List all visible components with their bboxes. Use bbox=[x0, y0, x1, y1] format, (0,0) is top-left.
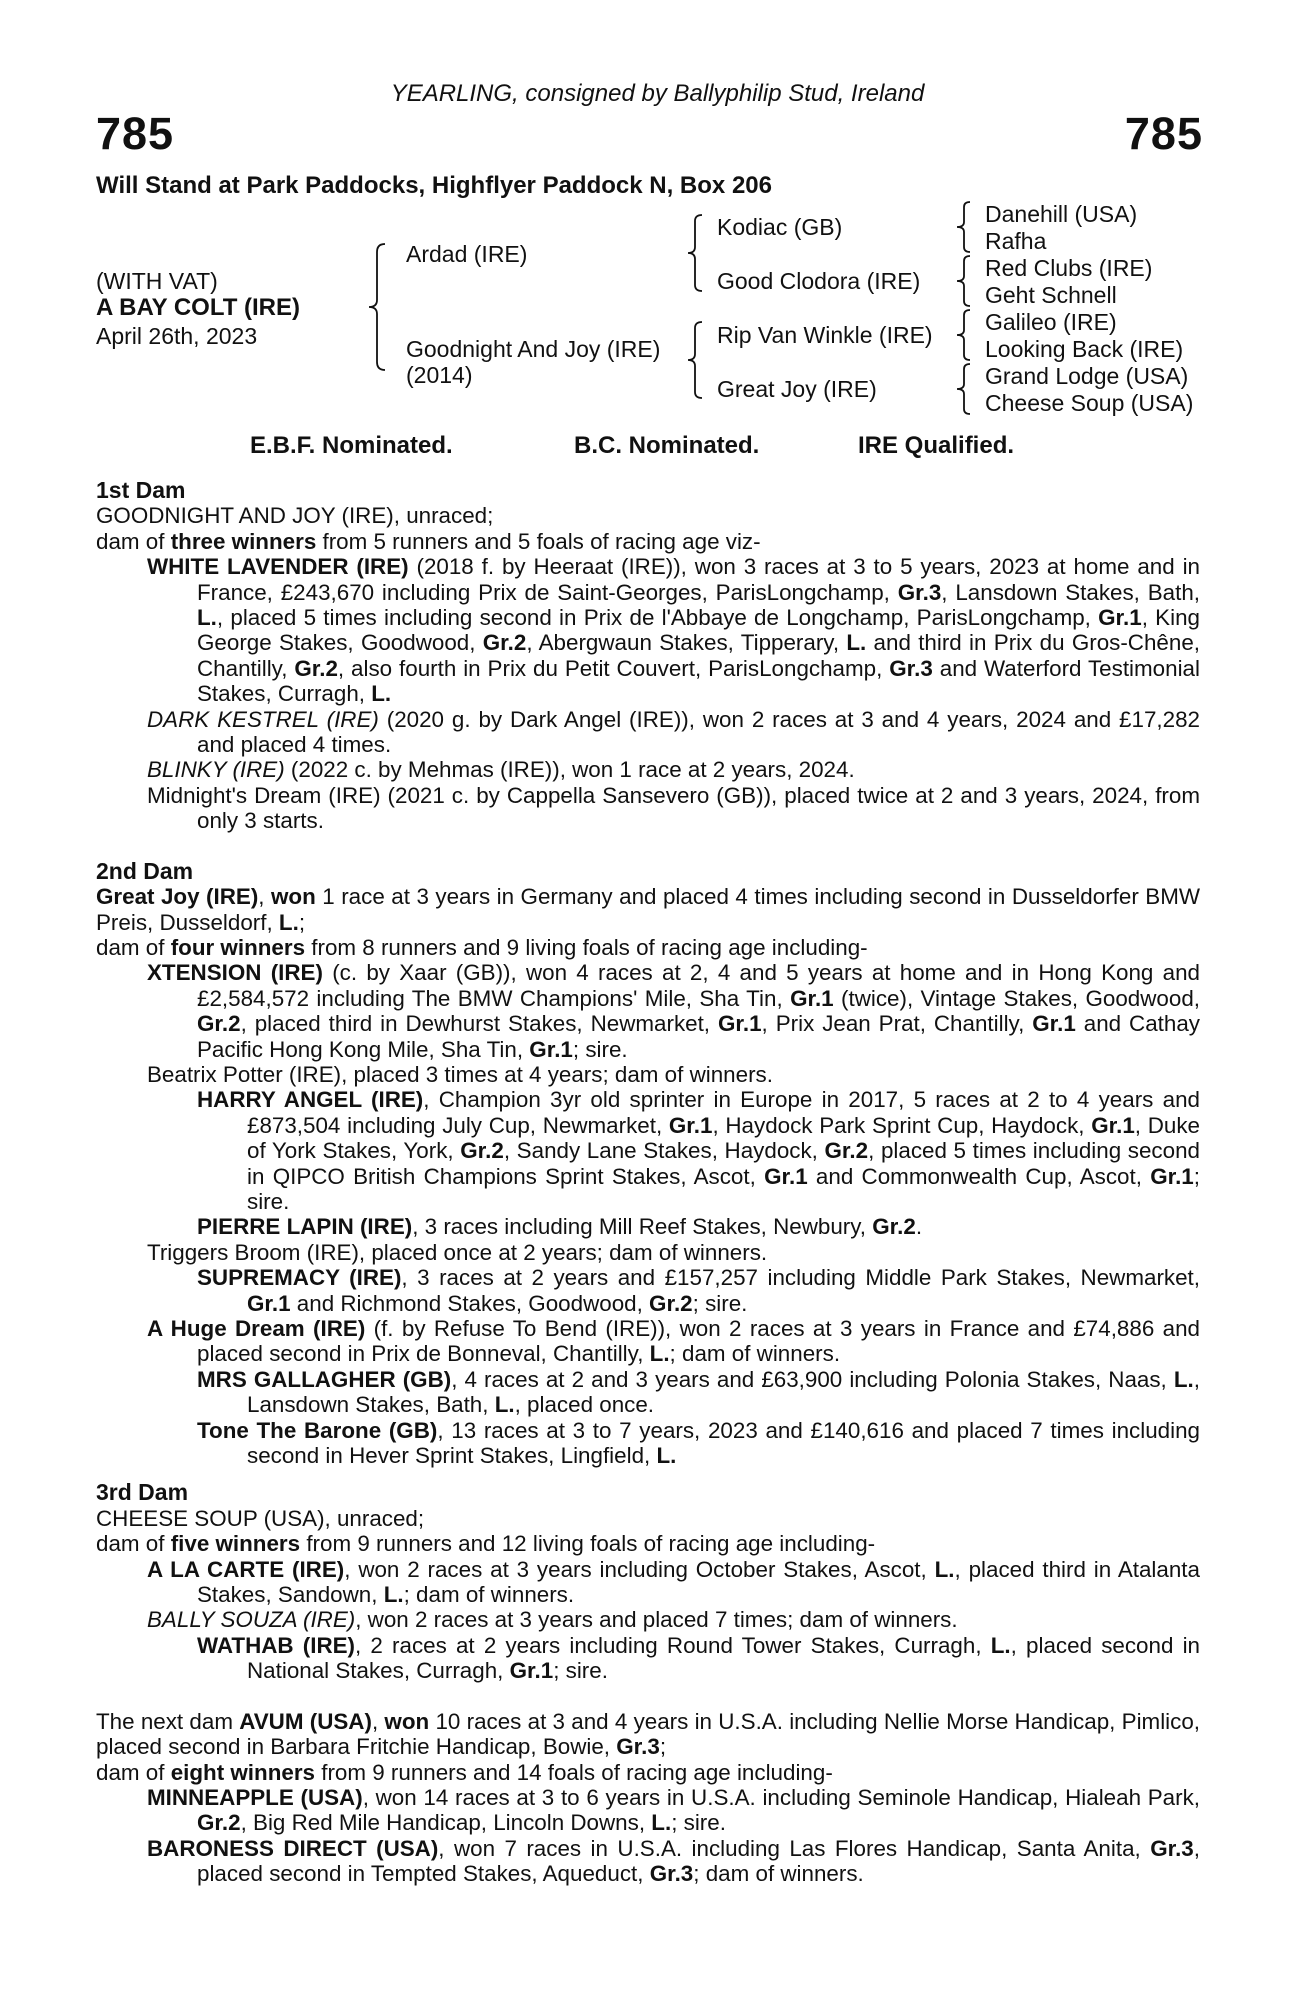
ancestor-7: Grand Lodge (USA) bbox=[985, 363, 1189, 389]
bold-text: SUPREMACY (IRE) bbox=[197, 1265, 402, 1291]
pedigree-entry bbox=[96, 1265, 1200, 1316]
entry-text: ; sire. bbox=[692, 1290, 748, 1316]
entry-text: , bbox=[371, 1708, 385, 1734]
next-dam-section bbox=[96, 1709, 1200, 1887]
bold-text: Great Joy (IRE) bbox=[96, 884, 259, 910]
pedigree-entry bbox=[96, 529, 1200, 554]
pedigree-entry bbox=[96, 554, 1200, 706]
pedigree-entry bbox=[96, 1316, 1200, 1367]
entry-text: CHEESE SOUP (USA), unraced; bbox=[96, 1505, 425, 1531]
g-brace-2 bbox=[954, 254, 974, 308]
entry-text: and third in Prix du Gros-Chêne, Chantilly, bbox=[197, 630, 1200, 681]
pedigree-entry bbox=[96, 757, 1200, 782]
entry-text: , 3 races including Mill Reef Stakes, Newbury, bbox=[412, 1214, 873, 1240]
section-gap bbox=[96, 834, 1200, 859]
lot-number-right: 785 bbox=[1124, 108, 1203, 159]
g-brace-4 bbox=[954, 362, 974, 416]
bold-text: L. bbox=[990, 1632, 1011, 1658]
entry-text: and Commonwealth Cup, Ascot, bbox=[807, 1163, 1151, 1189]
ancestor-6: Looking Back (IRE) bbox=[985, 336, 1184, 362]
bold-text: Gr.3 bbox=[1150, 1835, 1194, 1861]
ire-qualified: IRE Qualified. bbox=[858, 432, 1015, 459]
bold-text: WATHAB (IRE) bbox=[197, 1632, 356, 1658]
pedigree-entry bbox=[96, 1367, 1200, 1418]
vat-note: (WITH VAT) bbox=[96, 268, 218, 294]
entry-text: (c. by Xaar (GB)), won 4 races at 2, 4 and 5 years at home and in Hong Kong and £2,584,572 including The BMW Champions' Mile, Sha Tin, bbox=[197, 960, 1200, 1011]
horse-name: A BAY COLT (IRE) bbox=[96, 294, 301, 321]
bold-text: Gr.1 bbox=[764, 1163, 808, 1189]
entry-text: , placed 5 times including second in QIPCO British Champions Sprint Stakes, Ascot, bbox=[247, 1138, 1200, 1189]
entry-text: (2022 c. by Mehmas (IRE)), won 1 race at 2 years, 2024. bbox=[284, 757, 855, 783]
pedigree-entry bbox=[96, 1240, 1200, 1265]
pedigree-entry bbox=[96, 1557, 1200, 1608]
entry-text: 1 race at 3 years in Germany and placed 4 times including second in Dusseldorfer BMW Preis, Dusseldorf, bbox=[96, 884, 1200, 935]
entry-text: , 3 races at 2 years and £157,257 including Middle Park Stakes, Newmarket, bbox=[401, 1265, 1200, 1291]
pedigree-entry bbox=[96, 884, 1200, 935]
entry-text: 10 races at 3 and 4 years in U.S.A. including Nellie Morse Handicap, Pimlico, placed second in Barbara Fritchie Handicap, Bowie, bbox=[96, 1708, 1201, 1760]
bold-text: L. bbox=[656, 1443, 677, 1469]
bold-text: PIERRE LAPIN (IRE) bbox=[197, 1214, 413, 1240]
bold-text: Gr.2 bbox=[482, 630, 527, 656]
bold-text: L. bbox=[846, 630, 867, 656]
pedigree-entry bbox=[96, 1785, 1200, 1836]
g-brace-3 bbox=[954, 308, 974, 362]
bold-text: Gr.3 bbox=[616, 1734, 660, 1760]
entry-text: from 9 runners and 14 foals of racing age including- bbox=[315, 1759, 833, 1785]
entry-text: , bbox=[258, 884, 272, 910]
g-brace-1 bbox=[954, 200, 974, 254]
dam: Goodnight And Joy (IRE) bbox=[406, 336, 661, 362]
entry-text: , won 14 races at 3 to 6 years in U.S.A. including Seminole Handicap, Hialeah Park, bbox=[362, 1784, 1200, 1810]
entry-text: , Lansdown Stakes, Bath, bbox=[941, 579, 1201, 605]
bold-text: Gr.1 bbox=[717, 1011, 762, 1037]
entry-text: ; dam of winners. bbox=[403, 1582, 575, 1608]
ancestor-3: Red Clubs (IRE) bbox=[985, 255, 1153, 281]
first-dam-section bbox=[96, 503, 1200, 833]
entry-text: , 13 races at 3 to 7 years, 2023 and £140,616 and placed 7 times including second in Hever Sprint Stakes, Lingfield, bbox=[247, 1417, 1201, 1469]
entry-text: and Richmond Stakes, Goodwood, bbox=[290, 1290, 650, 1316]
pedigree-entry bbox=[96, 783, 1200, 834]
bold-text: L. bbox=[651, 1810, 672, 1836]
third-dam-section bbox=[96, 1506, 1200, 1684]
bold-text: Gr.1 bbox=[509, 1658, 554, 1684]
bold-text: MINNEAPPLE (USA) bbox=[147, 1784, 363, 1810]
bold-text: Gr.3 bbox=[649, 1861, 694, 1887]
entry-text: , also fourth in Prix du Petit Couvert, ParisLongchamp, bbox=[337, 655, 890, 681]
entry-text: ; sire. bbox=[572, 1036, 628, 1062]
pedigree-entry bbox=[96, 1506, 1200, 1531]
entry-text: dam of bbox=[96, 934, 171, 960]
entry-text: from 8 runners and 9 living foals of racing age including- bbox=[305, 934, 868, 960]
bold-text: A LA CARTE (IRE) bbox=[147, 1556, 345, 1582]
bold-text: five winners bbox=[170, 1531, 301, 1557]
pedigree-entry bbox=[96, 1531, 1200, 1556]
bold-text: L. bbox=[934, 1556, 955, 1582]
bold-text: three winners bbox=[170, 528, 317, 554]
entry-text: , 2 races at 2 years including Round Tower Stakes, Curragh, bbox=[355, 1632, 991, 1658]
sire-dam: Good Clodora (IRE) bbox=[717, 268, 921, 294]
bold-text: Gr.1 bbox=[1098, 605, 1142, 631]
bold-text: won bbox=[384, 1708, 430, 1734]
bold-text: Gr.2 bbox=[294, 655, 338, 681]
bold-text: HARRY ANGEL (IRE) bbox=[197, 1087, 424, 1113]
pedigree-entry bbox=[96, 707, 1200, 758]
entry-text: , placed third in Atalanta Stakes, Sandown, bbox=[197, 1556, 1200, 1608]
entry-text: ; bbox=[298, 909, 306, 935]
entry-text: GOODNIGHT AND JOY (IRE), unraced; bbox=[96, 503, 494, 529]
bold-text: WHITE LAVENDER (IRE) bbox=[147, 554, 409, 580]
ancestor-5: Galileo (IRE) bbox=[985, 309, 1117, 335]
bold-text: Gr.2 bbox=[197, 1810, 241, 1836]
bold-text: Tone The Barone (GB) bbox=[197, 1417, 438, 1443]
dam-sire: Rip Van Winkle (IRE) bbox=[717, 322, 933, 348]
entry-text: , placed third in Dewhurst Stakes, Newmarket, bbox=[240, 1011, 718, 1037]
bold-text: MRS GALLAGHER (GB) bbox=[197, 1366, 452, 1392]
entry-text: , placed 5 times including second in Prix de l'Abbaye de Longchamp, ParisLongchamp, bbox=[216, 605, 1099, 631]
entry-text: , Haydock Park Sprint Cup, Haydock, bbox=[712, 1112, 1092, 1138]
bc-nominated: B.C. Nominated. bbox=[574, 432, 760, 459]
entry-text: , Duke of York Stakes, York, bbox=[247, 1112, 1200, 1164]
italic-text: BLINKY (IRE) bbox=[147, 757, 285, 783]
bold-text: Gr.2 bbox=[824, 1138, 869, 1164]
bold-text: L. bbox=[383, 1582, 404, 1608]
sire-sire: Kodiac (GB) bbox=[717, 214, 843, 240]
entry-text: (2018 f. by Heeraat (IRE)), won 3 races at 3 to 5 years, 2023 at home and in France, £243,670 including Prix de Saint-Georges, ParisLongchamp, bbox=[197, 554, 1201, 605]
bold-text: L. bbox=[197, 605, 217, 631]
stand-location: Will Stand at Park Paddocks, Highflyer Paddock N, Box 206 bbox=[96, 172, 772, 199]
catalogue-body bbox=[96, 478, 1200, 1887]
ancestor-4: Geht Schnell bbox=[985, 282, 1117, 308]
bold-text: L. bbox=[649, 1341, 670, 1367]
bold-text: Gr.1 bbox=[668, 1112, 713, 1138]
entry-text: , won 2 races at 3 years and placed 7 times; dam of winners. bbox=[355, 1607, 958, 1633]
entry-text: ; sire. bbox=[247, 1163, 1200, 1214]
ancestor-2: Rafha bbox=[985, 228, 1047, 254]
bold-text: Gr.3 bbox=[889, 655, 933, 681]
bold-text: Gr.2 bbox=[649, 1290, 693, 1316]
section-gap bbox=[96, 1684, 1200, 1709]
italic-text: BALLY SOUZA (IRE) bbox=[147, 1607, 356, 1633]
pedigree-entry bbox=[96, 503, 1200, 528]
consignment-line: YEARLING, consigned by Ballyphilip Stud, Ireland bbox=[390, 80, 925, 107]
bold-text: Gr.2 bbox=[460, 1138, 504, 1164]
sire: Ardad (IRE) bbox=[406, 241, 528, 267]
italic-text: DARK KESTREL (IRE) bbox=[147, 706, 379, 732]
second-dam-heading: 2nd Dam bbox=[96, 857, 194, 884]
dam-dam: Great Joy (IRE) bbox=[717, 376, 877, 402]
bold-text: L. bbox=[371, 681, 392, 707]
bold-text: eight winners bbox=[170, 1759, 316, 1785]
entry-text: , Champion 3yr old sprinter in Europe in 2017, 5 races at 2 to 4 years and £873,504 including July Cup, Newmarket, bbox=[247, 1087, 1200, 1138]
entry-text: , Lansdown Stakes, Bath, bbox=[247, 1366, 1200, 1418]
entry-text: ; sire. bbox=[553, 1658, 608, 1684]
entry-text: . bbox=[915, 1214, 923, 1240]
entry-text: and Cathay Pacific Hong Kong Mile, Sha Tin, bbox=[197, 1011, 1200, 1062]
entry-text: , King George Stakes, Goodwood, bbox=[197, 605, 1200, 656]
ancestor-1: Danehill (USA) bbox=[985, 201, 1138, 227]
second-dam-section bbox=[96, 884, 1200, 1468]
entry-text: Midnight's Dream (IRE) (2021 c. by Cappella Sansevero (GB)), placed twice at 2 and 3 years, 2024, from only 3 starts. bbox=[147, 782, 1200, 834]
ebf-nominated: E.B.F. Nominated. bbox=[250, 432, 453, 459]
entry-text: , Big Red Mile Handicap, Lincoln Downs, bbox=[240, 1810, 652, 1836]
dam-year: (2014) bbox=[406, 362, 473, 388]
entry-text: , placed once. bbox=[514, 1392, 655, 1418]
bold-text: won bbox=[271, 884, 316, 910]
entry-text: , Prix Jean Prat, Chantilly, bbox=[761, 1011, 1033, 1037]
entry-text: and Waterford Testimonial Stakes, Curragh, bbox=[197, 655, 1200, 707]
pedigree-entry bbox=[96, 1087, 1200, 1214]
entry-text: dam of bbox=[96, 528, 171, 554]
entry-text: ; dam of winners. bbox=[693, 1861, 864, 1887]
pedigree-entry bbox=[96, 935, 1200, 960]
bold-text: Gr.2 bbox=[197, 1011, 241, 1037]
entry-text: Beatrix Potter (IRE), placed 3 times at 4 years; dam of winners. bbox=[147, 1061, 773, 1087]
entry-text: ; sire. bbox=[671, 1810, 726, 1836]
bold-text: Gr.1 bbox=[1150, 1163, 1194, 1189]
pedigree-entry bbox=[96, 1607, 1200, 1632]
entry-text: , won 7 races in U.S.A. including Las Flores Handicap, Santa Anita, bbox=[438, 1835, 1151, 1861]
bold-text: BARONESS DIRECT (USA) bbox=[147, 1835, 439, 1861]
foaling-date: April 26th, 2023 bbox=[96, 323, 258, 349]
ancestor-8: Cheese Soup (USA) bbox=[985, 390, 1194, 416]
pedigree-entry bbox=[96, 1836, 1200, 1887]
pedigree-entry bbox=[96, 960, 1200, 1062]
entry-text: (twice), Vintage Stakes, Goodwood, bbox=[833, 985, 1201, 1011]
entry-text: ; dam of winners. bbox=[669, 1341, 841, 1367]
entry-text: ; bbox=[659, 1734, 667, 1760]
dam-brace bbox=[684, 320, 706, 400]
entry-text: from 5 runners and 5 foals of racing age viz- bbox=[316, 528, 761, 554]
first-dam-heading: 1st Dam bbox=[96, 477, 186, 503]
lot-number-left: 785 bbox=[96, 108, 175, 159]
entry-text: , placed second in Tempted Stakes, Aqueduct, bbox=[197, 1835, 1200, 1887]
bold-text: AVUM (USA) bbox=[239, 1708, 372, 1734]
entry-text: (f. by Refuse To Bend (IRE)), won 2 races at 3 years in France and £74,886 and placed second in Prix de Bonneval, Chantilly, bbox=[197, 1316, 1200, 1367]
pedigree-entry bbox=[96, 1633, 1200, 1684]
entry-text: , Abergwaun Stakes, Tipperary, bbox=[526, 630, 847, 656]
main-brace bbox=[365, 242, 391, 372]
bold-text: XTENSION (IRE) bbox=[147, 960, 323, 986]
bold-text: Gr.1 bbox=[1091, 1112, 1135, 1138]
third-dam-heading: 3rd Dam bbox=[96, 1479, 189, 1506]
bold-text: A Huge Dream (IRE) bbox=[147, 1316, 366, 1341]
bold-text: L. bbox=[1173, 1366, 1194, 1392]
entry-text: from 9 runners and 12 living foals of racing age including- bbox=[300, 1531, 876, 1557]
bold-text: four winners bbox=[170, 934, 306, 960]
pedigree-entry bbox=[96, 1760, 1200, 1785]
entry-text: Triggers Broom (IRE), placed once at 2 years; dam of winners. bbox=[147, 1239, 768, 1265]
entry-text: , 4 races at 2 and 3 years and £63,900 including Polonia Stakes, Naas, bbox=[451, 1366, 1174, 1392]
pedigree-entry bbox=[96, 1214, 1200, 1239]
sire-brace bbox=[684, 213, 706, 293]
pedigree-entry bbox=[96, 1709, 1200, 1760]
pedigree-entry bbox=[96, 1418, 1200, 1469]
bold-text: L. bbox=[278, 909, 299, 935]
entry-text: dam of bbox=[96, 1759, 171, 1785]
entry-text: , placed second in National Stakes, Curragh, bbox=[247, 1632, 1200, 1684]
entry-text: , Sandy Lane Stakes, Haydock, bbox=[503, 1138, 825, 1164]
bold-text: Gr.2 bbox=[872, 1214, 916, 1240]
bold-text: Gr.3 bbox=[897, 579, 942, 605]
bold-text: Gr.1 bbox=[247, 1290, 291, 1316]
pedigree-entry bbox=[96, 1062, 1200, 1087]
bold-text: Gr.1 bbox=[1032, 1011, 1076, 1037]
bold-text: Gr.1 bbox=[529, 1036, 573, 1062]
entry-text: , won 2 races at 3 years including October Stakes, Ascot, bbox=[344, 1556, 935, 1582]
bold-text: Gr.1 bbox=[790, 985, 834, 1011]
entry-text: dam of bbox=[96, 1531, 171, 1557]
entry-text: (2020 g. by Dark Angel (IRE)), won 2 races at 3 and 4 years, 2024 and £17,282 and placed 4 times. bbox=[197, 706, 1200, 758]
section-gap bbox=[96, 1468, 1200, 1480]
bold-text: L. bbox=[494, 1392, 515, 1418]
entry-text: The next dam bbox=[96, 1708, 240, 1734]
